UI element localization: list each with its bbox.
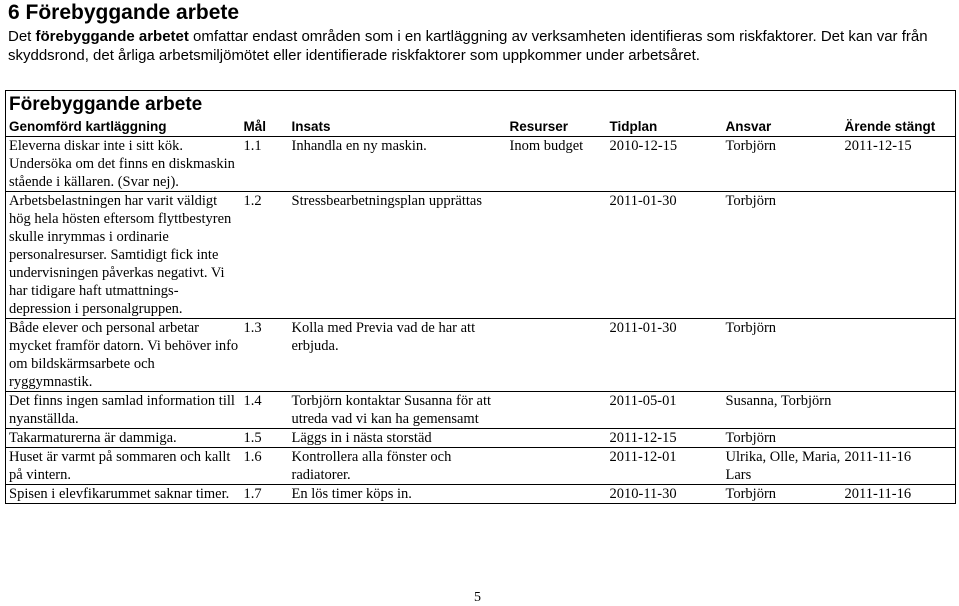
table-row: [6, 392, 956, 429]
table-header-row: [6, 118, 956, 137]
cell-tidplan: 2011-01-30: [607, 192, 723, 319]
cell-stangt: 2011-11-16: [842, 448, 956, 485]
cell-insats: En lös timer köps in.: [289, 485, 507, 504]
cell-insats: Kolla med Previa vad de har att erbjuda.: [289, 319, 507, 392]
cell-insats: Stressbearbetningsplan upprättas: [289, 192, 507, 319]
intro-paragraph: [8, 27, 953, 65]
header-insats: Insats: [289, 118, 507, 137]
cell-insats: Inhandla en ny maskin.: [289, 137, 507, 192]
cell-kartlaggning: Det finns ingen samlad information till nyanställda.: [6, 392, 241, 429]
cell-ansvar: Ulrika, Olle, Maria, Lars: [723, 448, 842, 485]
cell-ansvar: Susanna, Torbjörn: [723, 392, 842, 429]
cell-resurser: Inom budget: [507, 137, 607, 192]
cell-insats: Kontrollera alla fönster och radiatorer.: [289, 448, 507, 485]
cell-resurser: [507, 192, 607, 319]
cell-mal: 1.5: [241, 429, 289, 448]
cell-kartlaggning: Spisen i elevfikarummet saknar timer.: [6, 485, 241, 504]
cell-kartlaggning: Huset är varmt på sommaren och kallt på vintern.: [6, 448, 241, 485]
table-title: Förebyggande arbete: [6, 91, 956, 119]
header-arende-stangt: Ärende stängt: [842, 118, 956, 137]
cell-ansvar: Torbjörn: [723, 137, 842, 192]
cell-tidplan: 2011-05-01: [607, 392, 723, 429]
cell-resurser: [507, 319, 607, 392]
header-mal: Mål: [241, 118, 289, 137]
cell-stangt: [842, 392, 956, 429]
table-row: [6, 485, 956, 504]
cell-tidplan: 2011-12-01: [607, 448, 723, 485]
cell-kartlaggning: Eleverna diskar inte i sitt kök. Undersöka om det finns en diskmaskin stående i källaren. (Svar nej).: [6, 137, 241, 192]
intro-bold: förebyggande arbetet: [35, 28, 189, 45]
cell-ansvar: Torbjörn: [723, 192, 842, 319]
prevention-table: [5, 90, 956, 504]
cell-stangt: 2011-12-15: [842, 137, 956, 192]
table-row: [6, 319, 956, 392]
cell-mal: 1.3: [241, 319, 289, 392]
cell-mal: 1.4: [241, 392, 289, 429]
cell-stangt: [842, 192, 956, 319]
cell-resurser: [507, 429, 607, 448]
cell-resurser: [507, 485, 607, 504]
cell-stangt: [842, 429, 956, 448]
intro-rest: omfattar endast områden som i en kartläggning av verksamheten identifieras som riskfaktorer. Det kan var från skyddsrond, det årliga arbetsmiljömötet eller identifierade riskfaktorer som uppkommer under arbetsåret.: [8, 28, 928, 64]
cell-tidplan: 2010-11-30: [607, 485, 723, 504]
table-row: [6, 429, 956, 448]
cell-insats: Läggs in i nästa storstäd: [289, 429, 507, 448]
header-tidplan: Tidplan: [607, 118, 723, 137]
page-number: 5: [474, 590, 481, 605]
table-row: [6, 137, 956, 192]
cell-mal: 1.7: [241, 485, 289, 504]
cell-mal: 1.1: [241, 137, 289, 192]
cell-ansvar: Torbjörn: [723, 319, 842, 392]
cell-stangt: [842, 319, 956, 392]
header-resurser: Resurser: [507, 118, 607, 137]
cell-tidplan: 2011-12-15: [607, 429, 723, 448]
intro-prefix: Det: [8, 28, 36, 45]
cell-kartlaggning: Takarmaturerna är dammiga.: [6, 429, 241, 448]
cell-kartlaggning: Både elever och personal arbetar mycket framför datorn. Vi behöver info om bildskärmsarbete och ryggymnastik.: [6, 319, 241, 392]
cell-ansvar: Torbjörn: [723, 485, 842, 504]
cell-stangt: 2011-11-16: [842, 485, 956, 504]
cell-resurser: [507, 448, 607, 485]
cell-tidplan: 2010-12-15: [607, 137, 723, 192]
cell-ansvar: Torbjörn: [723, 429, 842, 448]
table-row: [6, 192, 956, 319]
header-kartlaggning: Genomförd kartläggning: [6, 118, 241, 137]
cell-tidplan: 2011-01-30: [607, 319, 723, 392]
header-ansvar: Ansvar: [723, 118, 842, 137]
cell-mal: 1.6: [241, 448, 289, 485]
cell-resurser: [507, 392, 607, 429]
cell-kartlaggning: Arbetsbelastningen har varit väldigt hög hela hösten eftersom flyttbestyren skulle inrymmas i ordinarie personalresurser. Samtidigt fick inte undervisningen påverkas negativt. Vi har tidigare haft utmattnings-depression i personalgruppen.: [6, 192, 241, 319]
cell-insats: Torbjörn kontaktar Susanna för att utreda vad vi kan ha gemensamt: [289, 392, 507, 429]
section-heading: 6 Förebyggande arbete: [8, 1, 240, 24]
table-row: [6, 448, 956, 485]
cell-mal: 1.2: [241, 192, 289, 319]
table-title-row: [6, 91, 956, 119]
